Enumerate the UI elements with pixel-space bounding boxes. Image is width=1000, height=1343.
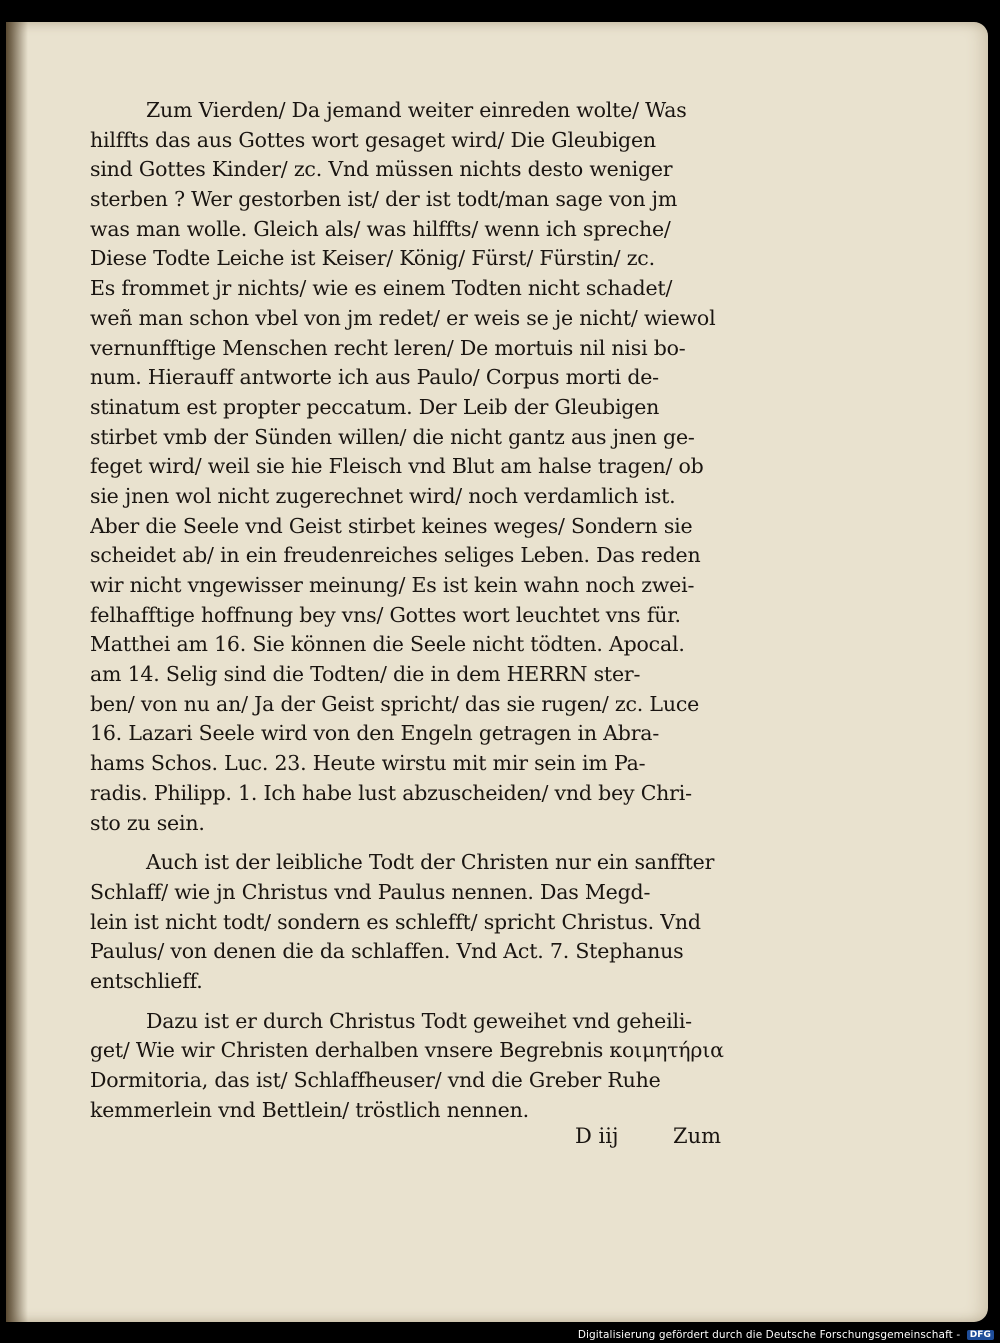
text-line: Paulus/ von denen die da schlaffen. Vnd Act. 7. Stephanus: [90, 939, 684, 964]
credit-text: Digitalisierung gefördert durch die Deutsche Forschungsgemeinschaft -: [577, 1329, 961, 1341]
text-line: feget wird/ weil sie hie Fleisch vnd Blut am halse tragen/ ob: [90, 454, 704, 479]
text-line: Schlaff/ wie jn Christus vnd Paulus nennen. Das Megd-: [90, 879, 651, 904]
text-line: hams Schos. Luc. 23. Heute wirstu mit mir sein im Pa-: [90, 751, 646, 776]
paragraph-1: [90, 96, 770, 838]
text-line: Es frommet jr nichts/ wie es einem Todten nicht schadet/: [90, 276, 673, 301]
text-line: lein ist nicht todt/ sondern es schlefft/ spricht Christus. Vnd: [90, 909, 701, 934]
funding-credit: [578, 1329, 994, 1341]
text-line: stirbet vmb der Sünden willen/ die nicht gantz aus jnen ge-: [90, 424, 695, 449]
text-line: felhafftige hoffnung bey vns/ Gottes wort leuchtet vns für.: [90, 602, 681, 627]
text-line: wir nicht vngewisser meinung/ Es ist kein wahn noch zwei-: [90, 573, 695, 597]
text-line: Auch ist der leibliche Todt der Christen nur ein sanffter: [146, 850, 715, 875]
text-line: radis. Philipp. 1. Ich habe lust abzuscheiden/ vnd bey Chri-: [90, 780, 692, 805]
page-gutter-shadow: [6, 22, 28, 1322]
catchword: Zum: [673, 1124, 722, 1148]
text-line: 16. Lazari Seele wird von den Engeln getragen in Abra-: [90, 721, 660, 746]
text-line: am 14. Selig sind die Todten/ die in dem HERRN ster-: [90, 662, 641, 687]
text-line: was man wolle. Gleich als/ was hilffts/ wenn ich spreche/: [90, 216, 671, 241]
text-line: Matthei am 16. Sie können die Seele nicht tödten. Apocal.: [90, 632, 685, 657]
text-line: entschlieff.: [90, 968, 203, 993]
signature-mark: D iij: [575, 1124, 619, 1148]
text-line: stinatum est propter peccatum. Der Leib der Gleubigen: [90, 394, 660, 419]
text-line: ben/ von nu an/ Ja der Geist spricht/ das sie rugen/ zc. Luce: [90, 691, 700, 716]
text-line: Aber die Seele vnd Geist stirbet keines weges/ Sondern sie: [90, 513, 693, 538]
text-line: sind Gottes Kinder/ zc. Vnd müssen nichts desto weniger: [90, 157, 673, 182]
body-text: [90, 96, 770, 1125]
paragraph-3: [90, 1007, 770, 1126]
paragraph-2: [90, 848, 770, 996]
dfg-logo-icon: DFG: [967, 1330, 994, 1340]
text-line: get/ Wie wir Christen derhalben vnsere Begrebnis κοιμητήρια: [90, 1038, 724, 1063]
text-line: Dazu ist er durch Christus Todt geweihet vnd geheili-: [146, 1008, 692, 1033]
text-line: Dormitoria, das ist/ Schlaffheuser/ vnd die Greber Ruhe: [90, 1068, 661, 1092]
text-line: vernunfftige Menschen recht leren/ De mortuis nil nisi bo-: [90, 335, 686, 360]
text-line: weñ man schon vbel von jm redet/ er weis se je nicht/ wiewol: [90, 305, 716, 330]
text-line: kemmerlein vnd Bettlein/ tröstlich nennen.: [90, 1097, 529, 1122]
text-line: sto zu sein.: [90, 810, 205, 835]
text-line: hilffts das aus Gottes wort gesaget wird/ Die Gleubigen: [90, 127, 656, 152]
text-line: scheidet ab/ in ein freudenreiches seliges Leben. Das reden: [90, 543, 701, 568]
text-line: sterben ? Wer gestorben ist/ der ist todt/man sage von jm: [90, 187, 678, 212]
text-line: sie jnen wol nicht zugerechnet wird/ noch verdamlich ist.: [90, 483, 676, 508]
text-line: Diese Todte Leiche ist Keiser/ König/ Fürst/ Fürstin/ zc.: [90, 246, 655, 271]
text-line: num. Hierauff antworte ich aus Paulo/ Corpus morti de-: [90, 365, 659, 390]
text-line: Zum Vierden/ Da jemand weiter einreden wolte/ Was: [146, 98, 687, 122]
